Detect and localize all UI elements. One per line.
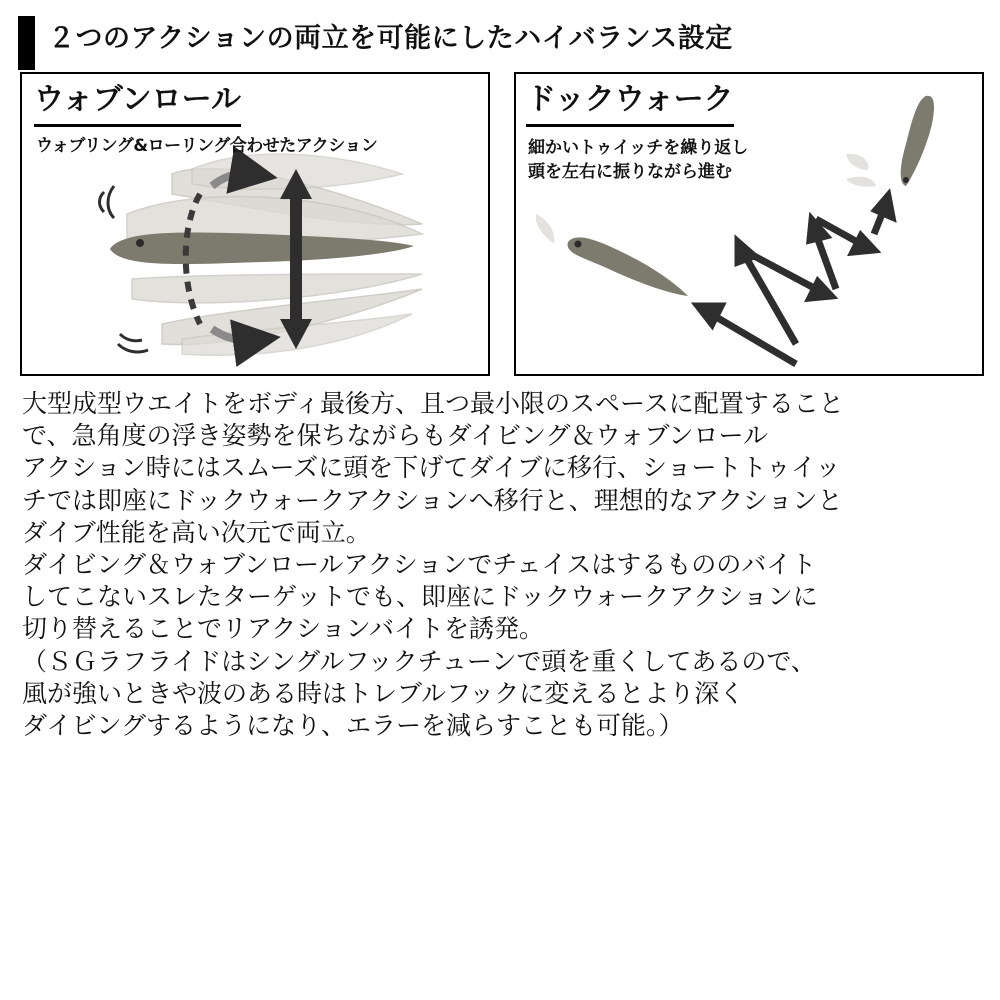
description-line: してこないスレたターゲットでも、即座にドックウォークアクションに xyxy=(22,582,818,612)
description-line: ダイブ性能を高い次元で両立。 xyxy=(22,517,371,547)
description-line: で、急角度の浮き姿勢を保ちながらもダイビング＆ウォブンロール xyxy=(22,421,769,451)
lure-eye-left xyxy=(575,241,582,248)
heading-accent-bar xyxy=(18,16,35,70)
description-line: 大型成型ウエイトをボディ最後方、且つ最小限のスペースに配置すること xyxy=(22,389,844,418)
zigzag-arrows xyxy=(698,196,892,364)
lure-body-left xyxy=(568,237,688,296)
dog-walk-subtitle xyxy=(528,136,748,184)
wobble-roll-title: ウォブンロール xyxy=(34,80,241,127)
description-line: ダイビング＆ウォブンロールアクションでチェイスはするもののバイト xyxy=(22,550,817,580)
description-text xyxy=(22,388,972,742)
description-line: チでは即座にドックウォークアクションへ移行と、理想的なアクションと xyxy=(22,485,843,515)
wobble-roll-panel xyxy=(20,72,490,376)
dog-walk-panel xyxy=(514,72,984,376)
dog-walk-title: ドックウォーク xyxy=(526,80,734,127)
dog-walk-subtitle-line: 頭を左右に振りながら進む xyxy=(528,162,732,182)
description-line: 切り替えることでリアクションバイトを誘発。 xyxy=(22,614,545,644)
section-heading: ２つのアクションの両立を可能にしたハイバランス設定 xyxy=(48,23,733,54)
description-line: （ＳＧラフライドはシングルフックチューンで頭を重くしてあるので、 xyxy=(22,646,816,676)
description-line: ダイビングするようになり、エラーを減らすことも可能。） xyxy=(22,711,684,741)
lure-body-right xyxy=(901,96,934,186)
lure-eye xyxy=(136,239,144,247)
description-line: 風が強いときや波のある時はトレブルフックに変えるとより深く xyxy=(22,678,745,708)
description-line: アクション時にはスムーズに頭を下げてダイブに移行、ショートトゥイッ xyxy=(22,453,841,483)
wobble-roll-subtitle: ウォブリング&ローリング合わせたアクション xyxy=(36,136,378,156)
dog-walk-subtitle-line: 細かいトゥイッチを繰り返し xyxy=(528,138,749,158)
lure-eye-right xyxy=(903,177,909,183)
